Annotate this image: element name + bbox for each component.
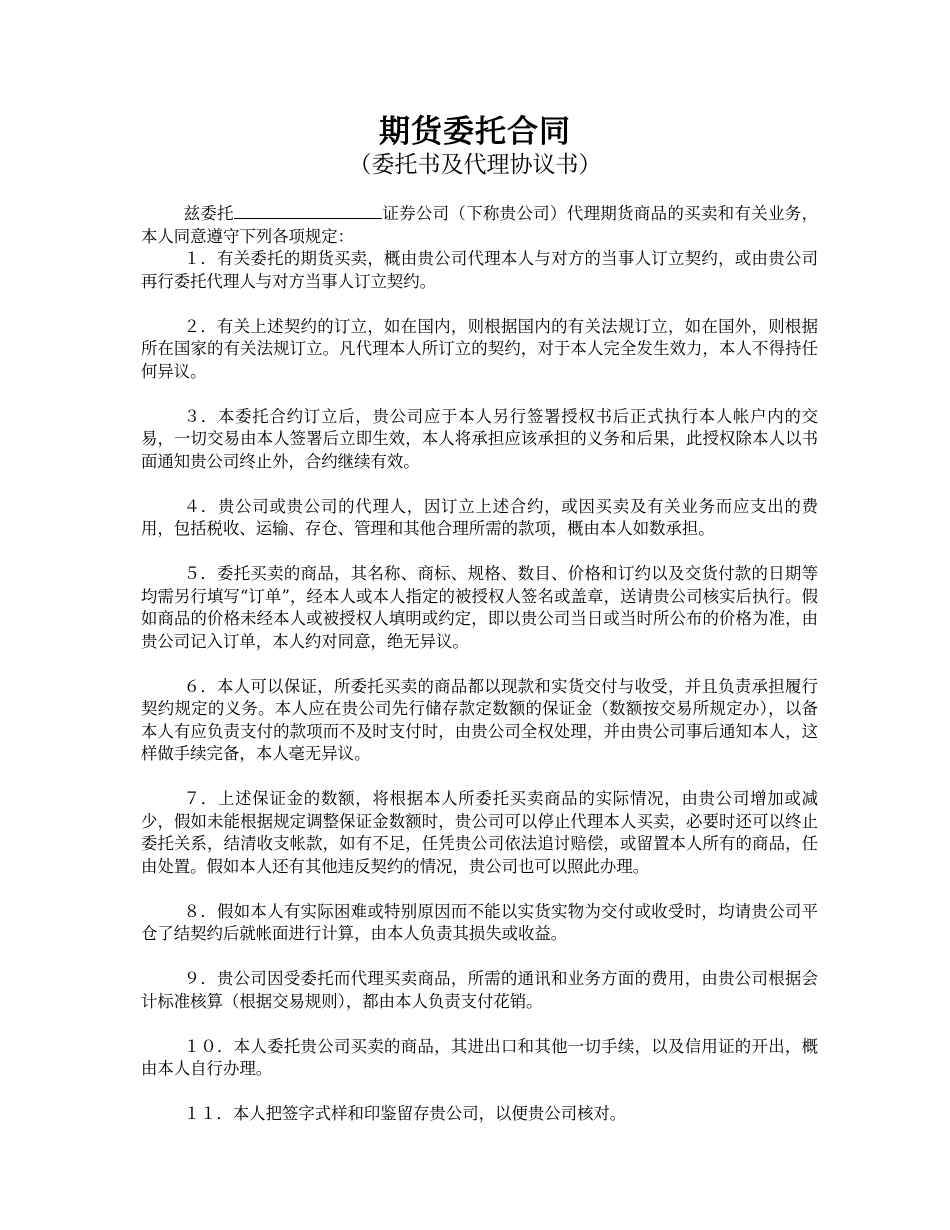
clause-4: ４．贵公司或贵公司的代理人，因订立上述合约，或因买卖及有关业务而应支出的费用，包括税收、运输、存仓、管理和其他合理所需的款项，概由本人如数承担。 xyxy=(141,496,818,538)
clause-3: ３．本委托合约订立后，贵公司应于本人另行签署授权书后正式执行本人帐户内的交易，一切交易由本人签署后立即生效，本人将承担应该承担的义务和后果，此授权除本人以书面通知贵公司终止外，合约继续有效。 xyxy=(141,406,818,471)
clause-2: ２．有关上述契约的订立，如在国内，则根据国内的有关法规订立，如在国外，则根据所在国家的有关法规订立。凡代理本人所订立的契约，对于本人完全发生效力，本人不得持任何异议。 xyxy=(141,316,818,381)
clause-11: １１．本人把签字式样和印鉴留存贵公司，以便贵公司核对。 xyxy=(183,1104,627,1123)
document-body xyxy=(141,203,818,1148)
company-name-blank xyxy=(234,203,382,219)
clause-8: ８．假如本人有实际困难或特别原因而不能以实货实物为交付或收受时，均请贵公司平仓了结契约后就帐面进行计算，由本人负责其损失或收益。 xyxy=(141,901,818,943)
document-title: 期货委托合同 xyxy=(379,114,571,150)
intro-paragraph xyxy=(141,203,818,248)
clause-1: １．有关委托的期货买卖，概由贵公司代理本人与对方的当事人订立契约，或由贵公司再行委托代理人与对方当事人订立契约。 xyxy=(141,249,818,291)
clause-10: １０．本人委托贵公司买卖的商品，其进出口和其他一切手续，以及信用证的开出，概由本人自行办理。 xyxy=(141,1036,818,1078)
clause-6: ６．本人可以保证，所委托买卖的商品都以现款和实货交付与收受，并且负责承担履行契约规定的义务。本人应在贵公司先行储存款定数额的保证金（数额按交易所规定办），以备本人有应负责支付的款项而不及时支付时，由贵公司全权处理，并由贵公司事后通知本人，这样做手续完备，本人毫无异议。 xyxy=(141,676,818,763)
document-subtitle: （委托书及代理协议书） xyxy=(348,152,602,178)
clause-5: ５．委托买卖的商品，其名称、商标、规格、数目、价格和订约以及交货付款的日期等均需另行填写“订单”，经本人或本人指定的被授权人签名或盖章，送请贵公司核实后执行。假如商品的价格未经本人或被授权人填明或约定，即以贵公司当日或当时所公布的价格为准，由贵公司记入订单，本人约对同意，绝无异议。 xyxy=(141,564,818,651)
intro-text-before-blank: 兹委托 xyxy=(183,204,234,223)
clause-7: ７．上述保证金的数额，将根据本人所委托买卖商品的实际情况，由贵公司增加或减少，假如未能根据规定调整保证金数额时，贵公司可以停止代理本人买卖，必要时还可以终止委托关系，结清收支帐款，如有不足，任凭贵公司依法追讨赔偿，或留置本人所有的商品，任由处置。假如本人还有其他违反契约的情况，贵公司也可以照此办理。 xyxy=(141,789,818,876)
intro-text-after-blank: 证券公司（下称贵公司）代理期货商品的买卖和有关业务，本人同意遵守下列各项规定： xyxy=(141,204,819,246)
paragraph-spacer xyxy=(141,293,818,316)
clause-9: ９．贵公司因受委托而代理买卖商品，所需的通讯和业务方面的费用，由贵公司根据会计标准核算（根据交易规则），都由本人负责支付花销。 xyxy=(141,969,818,1011)
